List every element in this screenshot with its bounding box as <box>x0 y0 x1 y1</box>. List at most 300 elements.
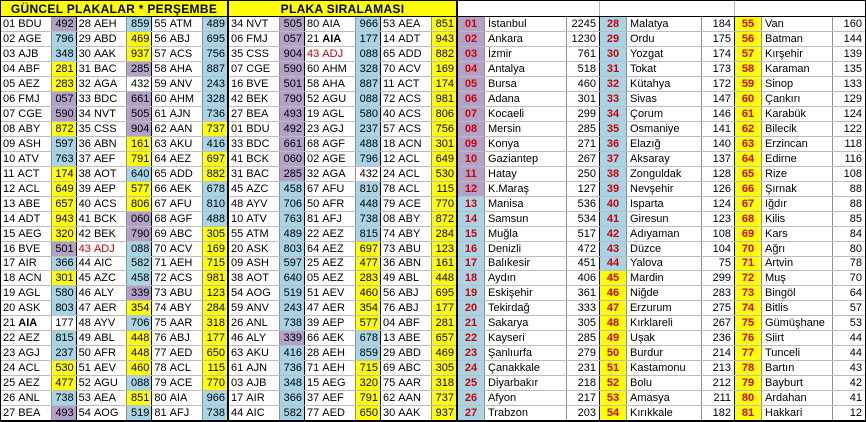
province-cell[interactable] <box>734 197 865 211</box>
province-cell[interactable] <box>458 182 599 196</box>
plate-cell[interactable] <box>229 286 304 300</box>
province-cell[interactable] <box>599 361 734 375</box>
plate-cell[interactable] <box>229 47 304 61</box>
plate-cell[interactable] <box>229 167 304 181</box>
plate-cell[interactable] <box>229 271 304 285</box>
plate-letters: AER <box>93 302 117 315</box>
province-cell[interactable] <box>458 346 599 360</box>
province-cell[interactable] <box>458 107 599 121</box>
plate-cell[interactable] <box>229 182 304 196</box>
plate-cell[interactable] <box>1 107 76 121</box>
plate-letters: AEP <box>93 182 116 195</box>
plate-cell[interactable] <box>229 197 304 211</box>
plate-cell[interactable] <box>229 62 304 76</box>
plate-cell[interactable] <box>380 257 456 271</box>
province-cell[interactable] <box>734 137 865 151</box>
plate-cell[interactable] <box>1 376 76 390</box>
province-cell[interactable] <box>734 346 865 360</box>
plate-letters: ANV <box>169 77 193 90</box>
plate-letters: ACL <box>398 167 420 180</box>
plate-cell[interactable] <box>304 182 380 196</box>
plate-cell[interactable] <box>229 77 304 91</box>
province-cell[interactable] <box>599 391 734 405</box>
plate-code: 64 <box>307 242 323 255</box>
plate-cell[interactable] <box>380 197 456 211</box>
plate-cell[interactable] <box>76 376 152 390</box>
plate-cell[interactable] <box>304 316 380 330</box>
plate-cell[interactable] <box>380 301 456 315</box>
plate-text <box>77 107 127 121</box>
province-cell[interactable] <box>734 361 865 375</box>
plate-cell[interactable] <box>380 242 456 256</box>
table-row <box>1 390 227 405</box>
province-cell[interactable] <box>734 62 865 76</box>
plate-text <box>305 242 355 256</box>
plate-cell[interactable] <box>151 316 227 330</box>
plate-cell[interactable] <box>1 197 76 211</box>
plate-cell[interactable] <box>151 212 227 226</box>
province-cell[interactable] <box>599 197 734 211</box>
plate-cell[interactable] <box>380 376 456 390</box>
province-cell[interactable] <box>458 257 599 271</box>
province-cell[interactable] <box>458 62 599 76</box>
plate-code: 57 <box>154 47 170 60</box>
plate-cell[interactable] <box>1 227 76 241</box>
plate-cell[interactable] <box>380 361 456 375</box>
province-cell[interactable] <box>734 47 865 61</box>
plate-cell[interactable] <box>76 227 152 241</box>
plate-text <box>381 301 431 315</box>
province-code: 40 <box>600 197 626 211</box>
plate-cell[interactable] <box>151 152 227 166</box>
plate-cell[interactable] <box>304 286 380 300</box>
province-cell[interactable] <box>734 152 865 166</box>
province-cell[interactable] <box>734 286 865 300</box>
plate-cell[interactable] <box>1 17 76 31</box>
plate-cell[interactable] <box>380 62 456 76</box>
province-cell[interactable] <box>599 271 734 285</box>
province-cell[interactable] <box>458 212 599 226</box>
plate-letters: BEA <box>246 107 269 120</box>
province-cell[interactable] <box>599 227 734 241</box>
plate-cell[interactable] <box>304 122 380 136</box>
plate-cell[interactable] <box>380 227 456 241</box>
plate-cell[interactable] <box>1 182 76 196</box>
plate-cell[interactable] <box>151 17 227 31</box>
plate-cell[interactable] <box>76 167 152 181</box>
plate-cell[interactable] <box>76 77 152 91</box>
plate-cell[interactable] <box>380 122 456 136</box>
province-cell[interactable] <box>734 167 865 181</box>
plate-code: 17 <box>231 392 247 405</box>
plate-cell[interactable] <box>151 391 227 405</box>
plate-cell[interactable] <box>380 167 456 181</box>
province-cell[interactable] <box>458 331 599 345</box>
plate-cell[interactable] <box>151 92 227 106</box>
plate-cell[interactable] <box>304 152 380 166</box>
plate-letters: AZC <box>246 182 269 195</box>
plate-code: 39 <box>307 317 323 330</box>
plate-cell[interactable] <box>229 32 304 46</box>
plate-letters: ABE <box>398 332 421 345</box>
plate-number: 937 <box>431 406 456 420</box>
sorted-plates-title: PLAKA SIRALAMASI <box>280 1 405 16</box>
plate-cell[interactable] <box>304 227 380 241</box>
province-name: Batman <box>761 32 832 46</box>
plate-cell[interactable] <box>1 122 76 136</box>
plate-cell[interactable] <box>1 361 76 375</box>
plate-cell[interactable] <box>229 152 304 166</box>
plate-cell[interactable] <box>1 406 76 420</box>
plate-code: 15 <box>307 377 323 390</box>
province-cell[interactable] <box>599 62 734 76</box>
plate-text <box>229 32 279 46</box>
plate-cell[interactable] <box>380 92 456 106</box>
plate-cell[interactable] <box>304 32 380 46</box>
plate-code: 24 <box>3 362 19 375</box>
province-cell[interactable] <box>599 406 734 420</box>
plate-cell[interactable] <box>151 122 227 136</box>
province-cell[interactable] <box>458 361 599 375</box>
plate-cell[interactable] <box>76 331 152 345</box>
province-cell[interactable] <box>458 242 599 256</box>
plate-cell[interactable] <box>304 391 380 405</box>
plate-cell[interactable] <box>76 286 152 300</box>
plate-cell[interactable] <box>151 137 227 151</box>
plate-cell[interactable] <box>380 406 456 420</box>
province-cell[interactable] <box>734 406 865 420</box>
province-cell[interactable] <box>599 346 734 360</box>
plate-cell[interactable] <box>76 257 152 271</box>
plate-cell[interactable] <box>229 17 304 31</box>
province-cell[interactable] <box>458 92 599 106</box>
plate-cell[interactable] <box>151 47 227 61</box>
plate-cell[interactable] <box>151 32 227 46</box>
province-cell[interactable] <box>599 331 734 345</box>
province-cell[interactable] <box>599 376 734 390</box>
plate-letters: AAR <box>169 317 193 330</box>
plate-cell[interactable] <box>151 197 227 211</box>
plate-cell[interactable] <box>151 361 227 375</box>
plate-cell[interactable] <box>1 271 76 285</box>
plate-cell[interactable] <box>76 301 152 315</box>
plate-cell[interactable] <box>229 92 304 106</box>
province-cell[interactable] <box>599 152 734 166</box>
plate-cell[interactable] <box>76 32 152 46</box>
plate-cell[interactable] <box>304 212 380 226</box>
plate-cell[interactable] <box>304 77 380 91</box>
plate-cell[interactable] <box>1 316 76 330</box>
province-cell[interactable] <box>734 257 865 271</box>
plate-text <box>229 391 279 405</box>
plate-cell[interactable] <box>151 331 227 345</box>
plate-cell[interactable] <box>76 391 152 405</box>
plate-cell[interactable] <box>76 197 152 211</box>
plate-cell[interactable] <box>380 17 456 31</box>
plate-cell[interactable] <box>1 242 76 256</box>
plate-cell[interactable] <box>151 107 227 121</box>
plate-number: 810 <box>202 197 227 211</box>
plate-cell[interactable] <box>380 107 456 121</box>
plate-cell[interactable] <box>1 77 76 91</box>
province-cell[interactable] <box>458 32 599 46</box>
province-cell[interactable] <box>599 107 734 121</box>
table-row <box>458 211 865 226</box>
province-cell[interactable] <box>734 391 865 405</box>
province-cell[interactable] <box>458 47 599 61</box>
province-cell[interactable] <box>458 376 599 390</box>
plate-cell[interactable] <box>151 227 227 241</box>
plate-letters: AIR <box>246 392 265 405</box>
plate-number: 328 <box>355 62 380 76</box>
province-cell[interactable] <box>599 316 734 330</box>
province-name: Osmaniye <box>626 122 701 136</box>
province-cell[interactable] <box>458 197 599 211</box>
plate-letters: ACS <box>398 107 421 120</box>
plate-cell[interactable] <box>1 152 76 166</box>
plate-cell[interactable] <box>380 316 456 330</box>
plate-cell[interactable] <box>304 271 380 285</box>
plate-cell[interactable] <box>1 331 76 345</box>
plate-cell[interactable] <box>1 346 76 360</box>
plate-cell[interactable] <box>76 152 152 166</box>
plate-letters: BDC <box>93 92 118 105</box>
plate-cell[interactable] <box>229 316 304 330</box>
plate-cell[interactable] <box>76 406 152 420</box>
plate-cell[interactable] <box>229 391 304 405</box>
plate-code: 66 <box>154 182 170 195</box>
plate-cell[interactable] <box>229 107 304 121</box>
plate-cell[interactable] <box>304 62 380 76</box>
plate-cell[interactable] <box>76 242 152 256</box>
plate-cell[interactable] <box>76 271 152 285</box>
plate-cell[interactable] <box>76 122 152 136</box>
plate-cell[interactable] <box>151 257 227 271</box>
plate-cell[interactable] <box>380 391 456 405</box>
province-cell[interactable] <box>458 137 599 151</box>
province-name: Bolu <box>626 376 701 390</box>
provinces-rows <box>458 17 865 420</box>
plate-cell[interactable] <box>1 62 76 76</box>
plate-cell[interactable] <box>1 212 76 226</box>
province-cell[interactable] <box>458 152 599 166</box>
plate-cell[interactable] <box>304 406 380 420</box>
sorted-plates-section <box>229 1 458 420</box>
province-cell[interactable] <box>458 316 599 330</box>
plate-letters: AED <box>322 407 345 420</box>
plate-cell[interactable] <box>304 47 380 61</box>
plate-cell[interactable] <box>229 242 304 256</box>
plate-cell[interactable] <box>304 242 380 256</box>
province-cell[interactable] <box>599 32 734 46</box>
plate-cell[interactable] <box>76 212 152 226</box>
province-cell[interactable] <box>458 77 599 91</box>
plate-cell[interactable] <box>304 376 380 390</box>
plate-cell[interactable] <box>380 212 456 226</box>
plate-text <box>305 17 355 31</box>
province-cell[interactable] <box>599 257 734 271</box>
plate-number: 285 <box>126 62 151 76</box>
plate-cell[interactable] <box>229 346 304 360</box>
plate-cell[interactable] <box>304 361 380 375</box>
plate-cell[interactable] <box>76 182 152 196</box>
plate-code: 07 <box>231 62 247 75</box>
plate-cell[interactable] <box>76 316 152 330</box>
plate-cell[interactable] <box>380 346 456 360</box>
province-cell[interactable] <box>458 286 599 300</box>
plate-cell[interactable] <box>304 92 380 106</box>
plate-cell[interactable] <box>151 376 227 390</box>
plate-cell[interactable] <box>304 17 380 31</box>
plate-code: 37 <box>307 392 323 405</box>
plate-cell[interactable] <box>76 137 152 151</box>
plate-cell[interactable] <box>229 137 304 151</box>
province-cell[interactable] <box>734 122 865 136</box>
plate-cell[interactable] <box>76 92 152 106</box>
province-cell[interactable] <box>599 122 734 136</box>
plate-cell[interactable] <box>151 346 227 360</box>
province-cell[interactable] <box>599 182 734 196</box>
province-cell[interactable] <box>734 301 865 315</box>
plate-cell[interactable] <box>151 182 227 196</box>
plate-cell[interactable] <box>229 331 304 345</box>
province-cell[interactable] <box>734 331 865 345</box>
plate-letters: ABJ <box>169 332 190 345</box>
province-cell[interactable] <box>734 107 865 121</box>
plate-text <box>77 92 127 106</box>
plate-cell[interactable] <box>1 32 76 46</box>
plate-cell[interactable] <box>380 271 456 285</box>
plate-cell[interactable] <box>304 301 380 315</box>
province-cell[interactable] <box>458 122 599 136</box>
province-cell[interactable] <box>734 77 865 91</box>
province-cell[interactable] <box>599 17 734 31</box>
plate-cell[interactable] <box>380 77 456 91</box>
province-cell[interactable] <box>734 242 865 256</box>
plate-cell[interactable] <box>304 257 380 271</box>
plate-cell[interactable] <box>229 122 304 136</box>
province-cell[interactable] <box>734 271 865 285</box>
plate-number: 887 <box>202 62 227 76</box>
plate-cell[interactable] <box>1 391 76 405</box>
plate-cell[interactable] <box>76 62 152 76</box>
plate-cell[interactable] <box>304 137 380 151</box>
plate-cell[interactable] <box>304 197 380 211</box>
plate-code: 18 <box>3 272 19 285</box>
plate-cell[interactable] <box>76 361 152 375</box>
province-cell[interactable] <box>599 301 734 315</box>
province-name: Manisa <box>484 197 566 211</box>
province-cell[interactable] <box>734 316 865 330</box>
plate-cell[interactable] <box>304 346 380 360</box>
province-cell[interactable] <box>458 167 599 181</box>
plate-cell[interactable] <box>151 286 227 300</box>
plate-cell[interactable] <box>1 137 76 151</box>
plate-cell[interactable] <box>151 167 227 181</box>
plate-code: 33 <box>231 137 247 150</box>
province-cell[interactable] <box>458 271 599 285</box>
plate-cell[interactable] <box>229 406 304 420</box>
province-cell[interactable] <box>734 212 865 226</box>
plate-cell[interactable] <box>229 257 304 271</box>
plate-cell[interactable] <box>380 152 456 166</box>
province-cell[interactable] <box>458 391 599 405</box>
plate-cell[interactable] <box>1 167 76 181</box>
plate-cell[interactable] <box>1 47 76 61</box>
province-cell[interactable] <box>599 77 734 91</box>
province-cell[interactable] <box>599 212 734 226</box>
plate-cell[interactable] <box>76 346 152 360</box>
province-cell[interactable] <box>734 17 865 31</box>
province-cell[interactable] <box>458 301 599 315</box>
plate-cell[interactable] <box>380 331 456 345</box>
plate-cell[interactable] <box>229 227 304 241</box>
province-cell[interactable] <box>458 227 599 241</box>
plate-cell[interactable] <box>76 17 152 31</box>
province-cell[interactable] <box>734 227 865 241</box>
plate-number: 738 <box>279 316 304 330</box>
province-name: Kastamonu <box>626 361 701 375</box>
plate-cell[interactable] <box>1 301 76 315</box>
plate-cell[interactable] <box>304 107 380 121</box>
plate-code: 40 <box>383 107 399 120</box>
plate-letters: ACV <box>169 242 193 255</box>
plate-cell[interactable] <box>151 62 227 76</box>
plate-letters: BAC <box>93 62 117 75</box>
plate-cell[interactable] <box>304 167 380 181</box>
plate-cell[interactable] <box>151 301 227 315</box>
province-cell[interactable] <box>599 92 734 106</box>
province-cell[interactable] <box>599 242 734 256</box>
plate-cell[interactable] <box>151 242 227 256</box>
province-cell[interactable] <box>599 167 734 181</box>
plate-cell[interactable] <box>229 301 304 315</box>
province-cell[interactable] <box>734 92 865 106</box>
plate-cell[interactable] <box>229 212 304 226</box>
plate-cell[interactable] <box>151 77 227 91</box>
province-cell[interactable] <box>458 406 599 420</box>
province-cell[interactable] <box>734 182 865 196</box>
province-code: 54 <box>600 406 626 420</box>
plate-code: 79 <box>154 377 170 390</box>
plate-cell[interactable] <box>1 257 76 271</box>
plate-cell[interactable] <box>380 137 456 151</box>
plate-cell[interactable] <box>380 182 456 196</box>
plate-cell[interactable] <box>151 406 227 420</box>
province-name: Edirne <box>761 152 832 166</box>
plate-cell[interactable] <box>76 107 152 121</box>
plate-cell[interactable] <box>380 286 456 300</box>
province-cell[interactable] <box>734 376 865 390</box>
plate-text <box>1 197 51 211</box>
province-cell[interactable] <box>599 137 734 151</box>
plate-cell[interactable] <box>229 376 304 390</box>
plate-cell[interactable] <box>1 92 76 106</box>
plate-letters: AOG <box>246 287 271 300</box>
plate-cell[interactable] <box>76 47 152 61</box>
plate-cell[interactable] <box>304 331 380 345</box>
plate-cell[interactable] <box>1 286 76 300</box>
province-cell[interactable] <box>599 286 734 300</box>
province-cell[interactable] <box>458 17 599 31</box>
plate-cell[interactable] <box>380 32 456 46</box>
plate-cell[interactable] <box>151 271 227 285</box>
plate-text <box>77 62 127 76</box>
plate-cell[interactable] <box>229 361 304 375</box>
province-cell[interactable] <box>734 32 865 46</box>
plate-cell[interactable] <box>380 47 456 61</box>
province-cell[interactable] <box>599 47 734 61</box>
